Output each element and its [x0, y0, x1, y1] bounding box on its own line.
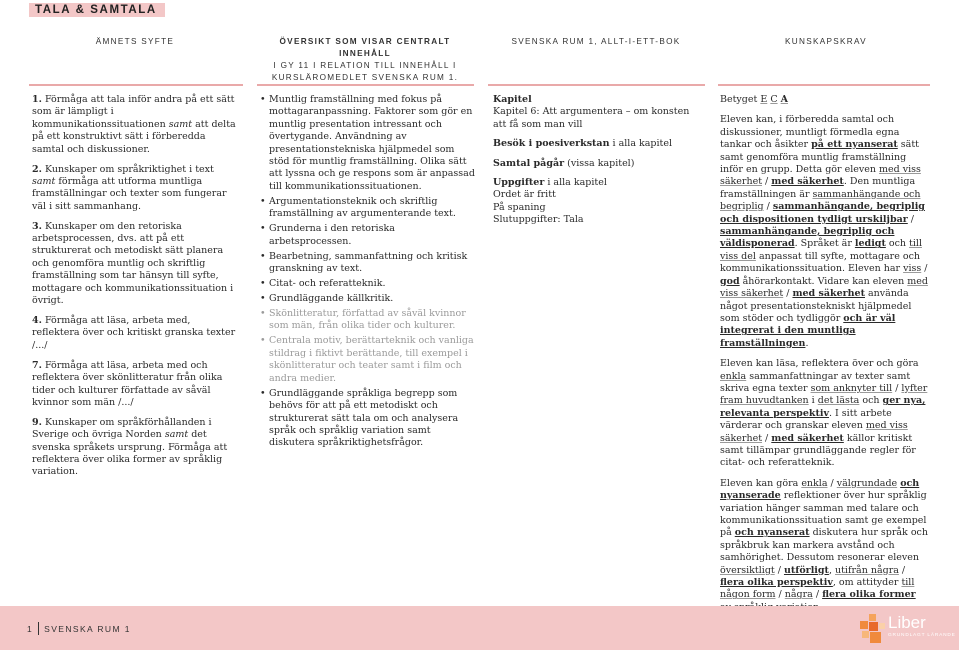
- syfte-number: 4.: [32, 315, 42, 326]
- criteria-text: /: [774, 564, 784, 576]
- criteria-highlight: flera olika perspektiv: [720, 577, 833, 589]
- logo-square: [869, 614, 876, 621]
- criteria-underline: enkla: [720, 370, 747, 382]
- logo-square: [869, 622, 878, 631]
- criteria-highlight: sammanhängande, begriplig och väldisponerad: [720, 226, 895, 250]
- besok-bold: Besök i poesiverkstan: [493, 138, 610, 150]
- content-list-item: • Bearbetning, sammanfattning och kritisk granskning av text.: [260, 251, 475, 276]
- content-list-item: • Centrala motiv, berättarteknik och vanliga stildrag i fiktivt berättande, till exempel i skönlitteratur och teater samt i film och andra medier.: [260, 335, 475, 385]
- header-oversikt-bold: ÖVERSIKT SOM VISAR CENTRALT INNEHÅLL: [279, 37, 451, 58]
- header-rule-4: [718, 84, 930, 86]
- content-list-item: • Grunderna i den retoriska arbetsprocessen.: [260, 223, 475, 248]
- criteria-highlight: ledigt: [854, 238, 886, 250]
- criteria-text: /: [783, 288, 793, 300]
- criteria-text: /: [775, 589, 785, 601]
- criteria-underline: som anknyter till: [810, 382, 893, 394]
- syfte-paragraph: [32, 417, 240, 479]
- header-svenska-rum: SVENSKA RUM 1, ALLT-I-ETT-BOK: [511, 37, 681, 46]
- syfte-text: det svenska språkets ursprung. Förmåga att reflektera över olika former av språklig variation.: [32, 429, 228, 478]
- logo-wordmark: Liber: [888, 613, 926, 632]
- kapitel-heading: Kapitel: [493, 94, 532, 105]
- syfte-italic: samt: [32, 175, 56, 187]
- criteria-highlight: med säkerhet: [771, 432, 844, 444]
- uppgifter-rest: i alla kapitel: [544, 177, 607, 189]
- grade-line: [720, 94, 928, 106]
- page-number: 1: [27, 624, 34, 634]
- criteria-highlight: och är väl integrerat i den muntliga framställningen: [720, 312, 896, 349]
- criteria-underline: sammanhängande och begriplig: [720, 188, 921, 213]
- syfte-paragraph: [32, 360, 240, 410]
- criteria-text: , om attityder: [832, 577, 902, 589]
- criteria-underline: välgrundade: [836, 477, 898, 489]
- criteria-text: /: [892, 382, 902, 394]
- criteria-text: källor kritiskt samt tillämpar grundläggande regler för citat- och referatteknik.: [720, 432, 916, 469]
- content-list-item: • Skönlitteratur, författad av såväl kvinnor som män, från olika tider och kulturer.: [260, 308, 475, 333]
- logo-tagline: GRUNDLAGT LÄRANDE: [888, 633, 956, 638]
- criteria-underline: med viss säkerhet: [720, 275, 928, 300]
- criteria-text: . Den muntliga framställningen är: [720, 176, 916, 200]
- criteria-highlight: ger nya, relevanta perspektiv: [720, 395, 926, 419]
- header-oversikt-rest: I GY 11 I RELATION TILL INNEHÅLL I KURSLÄROMEDLET SVENSKA RUM 1.: [271, 61, 459, 82]
- criteria-underline: översiktligt: [720, 564, 775, 576]
- criteria-paragraph-2: [720, 358, 928, 470]
- grade-e: E: [760, 94, 768, 105]
- kapitel-text: Kapitel 6: Att argumentera – om konsten att få som man vill: [493, 106, 690, 130]
- column-centralt-innehall: [260, 94, 475, 452]
- header-rule-2: [257, 84, 474, 86]
- criteria-highlight: utförligt: [783, 564, 829, 576]
- criteria-underline: till någon form: [720, 577, 915, 601]
- header-amnets-syfte: ÄMNETS SYFTE: [95, 37, 175, 46]
- column-kunskapskrav: [720, 94, 928, 622]
- uppgift-item: Ordet är fritt: [493, 189, 556, 201]
- criteria-text: anpassat till syfte, mottagare och kommunikationssituation. Eleven har: [720, 250, 921, 275]
- syfte-italic: samt: [164, 429, 189, 441]
- syfte-italic: samt: [168, 118, 193, 130]
- content-list-item: • Grundläggande källkritik.: [260, 293, 475, 305]
- syfte-paragraph: [32, 94, 240, 156]
- syfte-text: Kunskaper om den retoriska arbetsprocessen, dvs. att på ett strukturerat och metodiskt sätt planera och genomföra muntlig och skriftlig framställning som tar hänsyn till syfte, mottagare och kommunikationssituation i övrigt.: [32, 220, 234, 307]
- footer-text: [27, 622, 131, 635]
- uppgifter-line: [493, 177, 703, 189]
- header-kunskapskrav: KUNSKAPSKRAV: [785, 37, 867, 46]
- criteria-highlight: flera olika former: [822, 589, 916, 601]
- grade-prefix: Betyget: [720, 94, 758, 105]
- syfte-paragraph: [32, 221, 240, 308]
- content-list-item: • Argumentationsteknik och skriftlig framställning av argumenterande text.: [260, 196, 475, 221]
- criteria-underline: viss: [903, 263, 922, 275]
- criteria-text: sätt samt genomföra muntlig framställning inför en grupp. Detta gör eleven: [720, 139, 919, 176]
- criteria-underline: utifrån några: [835, 564, 899, 576]
- criteria-text: och: [885, 238, 910, 250]
- criteria-text: . I sitt arbete värderar och granskar eleven: [720, 407, 892, 432]
- criteria-text: Eleven kan, i förberedda samtal och diskussioner, muntligt förmedla egna tankar och åsikter: [720, 114, 900, 151]
- syfte-text: Förmåga att läsa, arbeta med, reflektera över och kritiskt granska texter /.../: [32, 315, 236, 351]
- syfte-text: att delta på ett konstruktivt sätt i förberedda samtal och diskussioner.: [32, 118, 236, 155]
- criteria-highlight: med säkerhet: [792, 288, 865, 300]
- criteria-highlight: sammanhängande, begriplig och dispositionen tydligt urskiljbar: [720, 201, 925, 225]
- syfte-number: 7.: [32, 359, 42, 371]
- footer-bar: [0, 606, 959, 650]
- grade-a: A: [780, 94, 788, 105]
- criteria-text: Eleven kan läsa, reflektera över och göra: [720, 358, 919, 370]
- criteria-underline: med viss säkerhet: [720, 164, 921, 188]
- footer-separator: [38, 622, 39, 635]
- content-list-item: • Grundläggande språkliga begrepp som behövs för att på ett metodiskt och strukturerat sätt tala om och analysera språk och språklig variation samt diskutera språkriktighetsfrågor.: [260, 388, 475, 450]
- criteria-highlight: på ett nyanserat: [811, 139, 898, 151]
- criteria-paragraph-3: [720, 478, 928, 614]
- uppgifter-bold: Uppgifter: [493, 177, 545, 189]
- syfte-number: 9.: [32, 416, 42, 428]
- syfte-paragraph: [32, 164, 240, 214]
- header-rule-3: [488, 84, 705, 86]
- column-amnets-syfte: [32, 94, 240, 486]
- criteria-underline: till viss del: [720, 238, 922, 262]
- syfte-text: Kunskaper om språkriktighet i text: [41, 163, 214, 175]
- header-rule-1: [29, 84, 243, 86]
- syfte-text: förmåga att utforma muntliga framställningar och texter som fungerar väl i sitt sammanhang.: [32, 175, 227, 212]
- column-svenska-rum: [493, 94, 703, 227]
- criteria-underline: det lästa: [817, 395, 860, 407]
- syfte-text: Förmåga att läsa, arbeta med och reflektera över skönlitteratur från olika tider och kulturer författade av såväl kvinnor som män /.../: [32, 359, 223, 408]
- criteria-text: och: [859, 395, 883, 407]
- criteria-text: åhörarkontakt. Vidare kan eleven: [739, 275, 908, 287]
- criteria-text: /: [898, 564, 906, 576]
- criteria-text: /: [907, 213, 915, 225]
- header-oversikt: [256, 36, 474, 84]
- uppgift-item: Slutuppgifter: Tala: [493, 214, 584, 226]
- criteria-underline: enkla: [801, 477, 828, 489]
- besok-line: [493, 138, 703, 150]
- logo-square: [862, 631, 869, 638]
- criteria-text: Eleven kan göra: [720, 477, 802, 489]
- criteria-text: reflektioner över hur språklig variation hänger samman med talare och kommunikationssituation samt ge exempel på: [720, 490, 927, 539]
- besok-rest: i alla kapitel: [609, 138, 673, 150]
- criteria-underline: lyfter fram huvudtanken: [720, 382, 928, 407]
- grade-c: C: [770, 94, 778, 105]
- criteria-text: . Språket är: [794, 238, 855, 250]
- book-name: SVENSKA RUM 1: [44, 624, 131, 634]
- samtal-rest: (vissa kapitel): [564, 157, 635, 169]
- criteria-text: i: [808, 395, 818, 407]
- criteria-text: /: [762, 432, 772, 444]
- syfte-text: Förmåga att tala inför andra på ett sätt som är lämpligt i kommunikationssituationen: [32, 94, 235, 130]
- page-title: TALA & SAMTALA: [29, 3, 165, 17]
- criteria-highlight: och nyanserat: [734, 527, 810, 539]
- criteria-highlight: med säkerhet: [771, 176, 844, 188]
- criteria-underline: med viss säkerhet: [720, 420, 908, 444]
- content-list: [260, 94, 475, 450]
- syfte-paragraph: [32, 315, 240, 352]
- logo-square: [860, 621, 868, 629]
- criteria-text: /: [921, 263, 928, 275]
- criteria-text: ,: [828, 564, 835, 576]
- syfte-number: 2.: [32, 163, 42, 175]
- criteria-text: /: [763, 201, 773, 213]
- criteria-text: använda något presentationstekniskt hjälpmedel som stöder och tydliggör: [720, 288, 912, 324]
- samtal-line: [493, 158, 703, 170]
- syfte-number: 3.: [32, 220, 42, 232]
- criteria-text: diskutera hur språk och språkbruk kan markera avstånd och samhörighet. Dessutom resonerar eleven: [720, 527, 928, 564]
- criteria-text: /: [812, 589, 823, 601]
- logo-square: [879, 623, 885, 629]
- criteria-highlight: god: [720, 275, 740, 287]
- syfte-text: Kunskaper om språkförhållanden i Sverige och övriga Norden: [32, 416, 212, 441]
- criteria-highlight: och nyanserade: [720, 477, 920, 502]
- criteria-text: sammanfattningar av texter samt skriva egna texter: [720, 370, 911, 394]
- criteria-underline: några: [784, 589, 813, 601]
- criteria-text: /: [827, 477, 837, 489]
- samtal-bold: Samtal pågår: [493, 157, 565, 169]
- uppgift-item: På spaning: [493, 201, 546, 213]
- criteria-text: /: [762, 176, 772, 188]
- logo-square: [870, 632, 881, 643]
- criteria-text: .: [805, 337, 809, 349]
- content-list-item: • Muntlig framställning med fokus på mottagaranpassning. Faktorer som gör en muntlig presentation intressant och övertygande. Användning av presentationstekniska hjälpmedel som stöd för muntlig framställning. Olika sätt att lyssna och ge respons som är anpassad till kommunikationssituationen.: [260, 94, 475, 193]
- criteria-paragraph-1: [720, 114, 928, 350]
- syfte-number: 1.: [32, 94, 42, 105]
- content-list-item: • Citat- och referatteknik.: [260, 278, 475, 290]
